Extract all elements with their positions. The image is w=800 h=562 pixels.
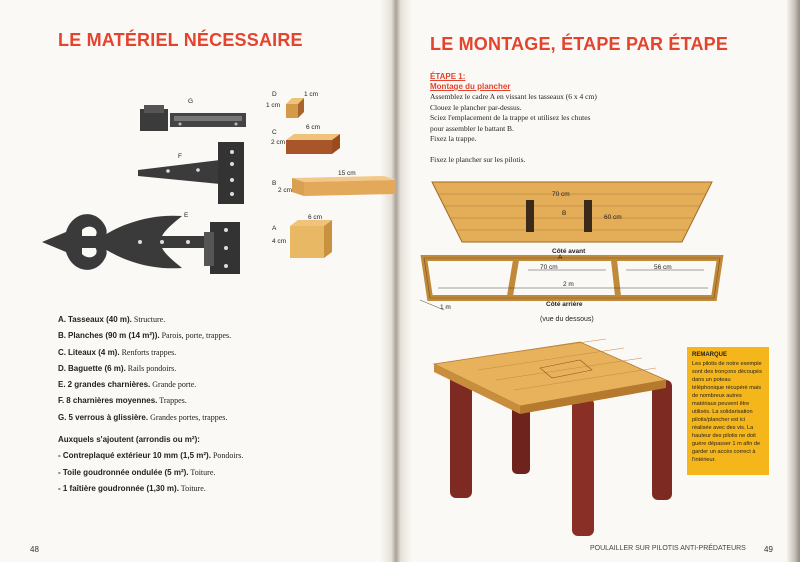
step-heading [430,72,510,92]
underside-caption: (vue du dessous) [540,316,594,323]
extra-item: - Contreplaqué extérieur 10 mm (1,5 m²). Pondoirs. [58,451,244,461]
remark-title: REMARQUE [692,352,728,358]
liteau-c-drawing [284,132,344,162]
material-item: A. Tasseaux (40 m). Structure. [58,315,166,324]
instructions [430,92,597,165]
right-page-title: LE MONTAGE, ÉTAPE PAR ÉTAPE [430,34,729,54]
dim-d-height: 1 cm [266,102,281,109]
dim-b-height: 2 cm [278,187,293,194]
instruction-line: Fixez le plancher sur les pilotis. [430,154,526,164]
dim-a-width: 6 cm [308,214,323,221]
floor-top-diagram [430,180,720,250]
dim-c-height: 2 cm [271,139,286,146]
planche-b-drawing [290,174,400,204]
material-item: G. 5 verrous à glissière. Grandes portes, trappes. [58,412,228,422]
book-gutter [380,0,412,562]
top-dim-70: 70 cm [552,191,570,198]
label-b: B [272,180,277,187]
instruction-line: Clouez le plancher par-dessus. [430,102,522,112]
decorative-hinge-icon [42,202,252,288]
slide-bolt-icon [140,103,250,137]
frame-dim-2m: 2 m [563,281,574,288]
baguette-d-drawing [284,96,314,120]
footer-title: POULAILLER SUR PILOTIS ANTI-PRÉDATEURS [590,545,746,552]
page-number-right: 49 [764,545,773,554]
page-number-left: 48 [30,545,39,554]
remark-text: Les pilotis de notre exemple sont des tronçons découpés dans un poteau téléphonique récupéré mais de nombreux autres matériaux peuvent être utilisés. La solidarisation pilotis/plancher est ici réalisée avec des vis. La hauteur des pilotis ne doit guère dépasser 1 m afin de garder un accès correct à l'intérieur. [692,361,762,463]
dim-a-height: 4 cm [272,238,287,245]
front-side-label: Côté avant [552,248,586,255]
label-f: F [178,153,182,160]
materials-list [58,312,243,497]
extra-item: - Toile goudronnée ondulée (5 m²). Toiture. [58,467,216,477]
t-hinge-icon [138,140,248,206]
instruction-line: Sciez l'emplacement de la trappe et utilisez les chutes [430,113,591,122]
extra-item: - 1 faîtière goudronnée (1,30 m). Toiture. [58,483,206,493]
frame-dim-1m: 1 m [440,304,451,311]
instruction-line: pour assembler le battant B. [430,123,514,133]
material-item: F. 8 charnières moyennes. Trappes. [58,396,187,406]
left-page-title: LE MATÉRIEL NÉCESSAIRE [58,30,303,50]
label-e: E [184,212,189,219]
material-item: D. Baguette (6 m). Rails pondoirs. [58,363,177,373]
label-c: C [272,129,277,136]
dim-b-length: 15 cm [338,170,356,177]
label-d: D [272,91,277,98]
dim-c-width: 6 cm [306,124,321,131]
step-title: Montage du plancher [430,82,511,91]
instruction-line: Assemblez le cadre A en vissant les tasseaux (6 x 4 cm) [430,92,597,101]
material-item: E. 2 grandes charnières. Grande porte. [58,380,197,390]
material-item: C. Liteaux (4 m). Renforts trappes. [58,347,177,357]
top-dim-60: 60 cm [604,214,622,221]
material-item: B. Planches (90 m (14 m²)). Parois, porte, trappes. [58,331,232,341]
page-edge [786,0,800,562]
dim-d-width: 1 cm [304,91,319,98]
frame-label-a: A [558,254,563,261]
remark-box [687,347,769,475]
top-label-b: B [562,210,567,217]
instruction-line: Fixez la trappe. [430,134,477,143]
tasseau-a-drawing [288,218,338,262]
frame-dim-56: 56 cm [654,264,672,271]
frame-dim-70: 70 cm [540,264,558,271]
extras-heading: Auxquels s'ajoutent (arrondis ou m²): [58,435,200,445]
label-a: A [272,225,277,232]
step-label: ÉTAPE 1: [430,72,466,81]
label-g: G [188,98,194,105]
back-side-label: Côté arrière [546,301,583,308]
floor-on-piles-drawing [430,340,680,540]
